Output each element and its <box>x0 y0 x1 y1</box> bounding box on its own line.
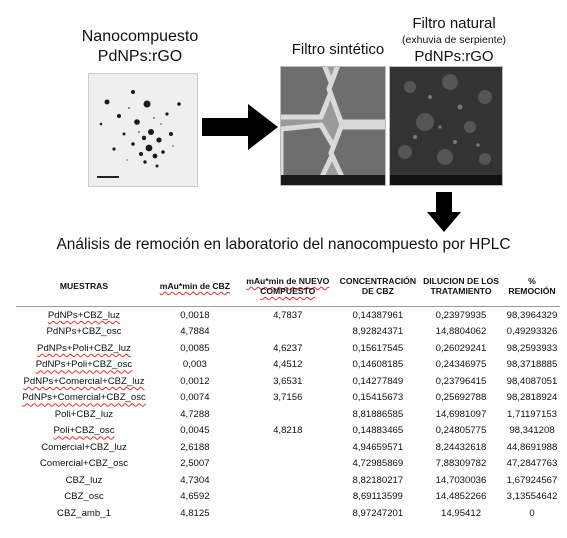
cell-conc-cbz: 4,72985869 <box>352 458 404 470</box>
cell-dilution: 14,95412 <box>441 507 482 519</box>
cell-sample: CBZ_luz <box>65 474 103 486</box>
arrow-down-icon <box>427 192 461 232</box>
natural-filter-caption-line1: Filtro natural <box>412 15 496 32</box>
table-row <box>16 505 560 522</box>
cell-mau-new: 4,7837 <box>273 309 303 321</box>
cell-removal: 0 <box>529 507 535 519</box>
section-title: Análisis de remoción en laboratorio del nanocompuesto por HPLC <box>56 236 511 253</box>
table-row <box>16 489 560 506</box>
nanocomposite-caption-line2: PdNPs:rGO <box>97 48 183 65</box>
nanocomposite-caption-line1: Nanocompuesto <box>81 28 199 45</box>
cell-removal: 47,2847763 <box>506 458 558 470</box>
cell-sample: Poli+CBZ_luz <box>54 408 114 420</box>
tem-particles <box>89 74 197 186</box>
cell-dilution: 0,23796415 <box>435 375 487 387</box>
cell-dilution: 14,6981097 <box>435 408 487 420</box>
cell-removal: 98,341208 <box>509 425 555 437</box>
cell-dilution: 8,24432618 <box>435 441 487 453</box>
natural-filter-image <box>389 66 503 186</box>
cell-mau-new: 4,8218 <box>273 425 303 437</box>
cell-sample: Comercial+CBZ_osc <box>39 458 129 470</box>
results-table <box>16 266 560 522</box>
cell-mau-cbz: 0,0074 <box>180 392 210 404</box>
cell-mau-cbz: 0,0012 <box>180 375 210 387</box>
cell-mau-new <box>238 456 338 473</box>
cell-conc-cbz: 0,15617545 <box>352 342 404 354</box>
cell-mau-new <box>238 406 338 423</box>
header-dilution: DILUCION DE LOS TRATAMIENTO <box>418 266 504 307</box>
table-row <box>16 390 560 407</box>
cell-removal: 1,71197153 <box>507 408 557 420</box>
cell-dilution: 7,88309782 <box>435 458 487 470</box>
cell-removal: 3,13554642 <box>506 491 558 503</box>
cell-mau-cbz: 0,0045 <box>180 425 210 437</box>
table-row <box>16 423 560 440</box>
cell-mau-new: 4,6237 <box>273 342 303 354</box>
cell-mau-new <box>238 324 338 341</box>
cell-mau-cbz: 4,7884 <box>180 326 210 338</box>
nanocomposite-caption <box>70 27 210 67</box>
cell-conc-cbz: 0,14608185 <box>352 359 404 371</box>
header-mau-new-compound <box>238 266 338 307</box>
cell-removal: 98,2818924 <box>506 392 558 404</box>
cell-removal: 98,3718885 <box>506 359 558 371</box>
table-row <box>16 472 560 489</box>
cell-mau-new <box>238 439 338 456</box>
cell-dilution: 0,24346975 <box>435 359 487 371</box>
cell-mau-new <box>238 489 338 506</box>
cell-sample <box>16 357 152 374</box>
natural-texture <box>390 67 502 185</box>
table-row <box>16 456 560 473</box>
cell-removal: 98,3964329 <box>506 309 558 321</box>
table-row <box>16 307 560 324</box>
cell-mau-cbz: 4,6592 <box>180 491 210 503</box>
header-mau-cbz-text: mAu*min de CBZ <box>159 281 230 291</box>
header-mau-cbz <box>152 266 238 307</box>
cell-conc-cbz: 8,81886585 <box>352 408 404 420</box>
cell-conc-cbz: 0,14277849 <box>352 375 404 387</box>
honeycomb-pattern <box>281 67 385 185</box>
cell-sample <box>16 390 152 407</box>
cell-dilution: 14,7030036 <box>435 474 487 486</box>
cell-mau-cbz: 2,5007 <box>180 458 210 470</box>
cell-removal: 98,2593933 <box>506 342 558 354</box>
cell-dilution: 14,4852266 <box>435 491 487 503</box>
cell-conc-cbz: 0,14387961 <box>352 309 404 321</box>
cell-sample <box>16 423 152 440</box>
cell-sample <box>16 373 152 390</box>
natural-filter-caption-line3: PdNPs:rGO <box>414 48 494 65</box>
table-header-row <box>16 266 560 307</box>
cell-dilution: 0,24805775 <box>435 425 487 437</box>
cell-dilution: 14,8804062 <box>435 326 487 338</box>
table-row <box>16 357 560 374</box>
cell-removal: 44,8691988 <box>506 441 558 453</box>
cell-mau-cbz: 0,003 <box>182 359 207 371</box>
table-row <box>16 340 560 357</box>
cell-mau-new <box>238 505 338 522</box>
natural-filter-caption-line2: (exhuvia de serpiente) <box>402 34 506 46</box>
synthetic-filter-image <box>280 66 386 186</box>
cell-conc-cbz: 8,69113599 <box>352 491 403 503</box>
cell-mau-cbz: 2,6188 <box>180 441 210 453</box>
cell-conc-cbz: 0,14883465 <box>352 425 404 437</box>
table-row <box>16 439 560 456</box>
cell-conc-cbz: 8,92824371 <box>352 326 404 338</box>
table-row <box>16 324 560 341</box>
sample-name: PdNPs+Comercial+CBZ_osc <box>22 392 146 404</box>
sample-name: PdNPs+Poli+CBZ_luz <box>37 342 131 354</box>
cell-mau-new: 3,6531 <box>273 375 303 387</box>
table-row <box>16 406 560 423</box>
cell-sample: CBZ_osc <box>64 491 104 503</box>
sample-name: PdNPs+Poli+CBZ_osc <box>35 359 133 371</box>
cell-sample: Comercial+CBZ_luz <box>41 441 127 453</box>
synthetic-filter-caption: Filtro sintético <box>291 41 385 58</box>
cell-removal: 1,67924567 <box>506 474 558 486</box>
cell-removal: 98,4087051 <box>506 375 558 387</box>
sample-name: Poli+CBZ_osc <box>53 425 115 437</box>
cell-removal: 0,49293326 <box>506 326 558 338</box>
cell-mau-new: 4,4512 <box>273 359 303 371</box>
cell-mau-cbz: 4,7304 <box>180 474 210 486</box>
cell-mau-new: 3,7156 <box>273 392 303 404</box>
cell-mau-cbz: 0,0018 <box>180 309 210 321</box>
cell-sample: CBZ_amb_1 <box>57 507 111 519</box>
cell-mau-cbz: 4,7288 <box>180 408 210 420</box>
arrow-right-icon <box>202 104 278 150</box>
tem-image <box>88 73 198 187</box>
cell-dilution: 0,23979935 <box>435 309 487 321</box>
cell-sample <box>16 340 152 357</box>
cell-mau-cbz: 0,0085 <box>180 342 210 354</box>
table-row <box>16 373 560 390</box>
cell-conc-cbz: 0,15415673 <box>352 392 404 404</box>
cell-conc-cbz: 8,82180217 <box>352 474 404 486</box>
cell-conc-cbz: 8,97247201 <box>352 507 404 519</box>
cell-mau-new <box>238 472 338 489</box>
header-cbz-concentration: CONCENTRACIÓN DE CBZ <box>338 266 418 307</box>
cell-conc-cbz: 4,94659571 <box>352 441 404 453</box>
header-removal: % REMOCIÓN <box>504 266 560 307</box>
cell-sample: PdNPs+CBZ_osc <box>46 326 122 338</box>
header-mau-new-compound-text: mAu*min de NUEVO COMPUESTO <box>246 276 330 296</box>
sample-name: PdNPs+Comercial+CBZ_luz <box>23 375 145 387</box>
natural-filter-caption <box>392 14 516 67</box>
cell-dilution: 0,25692788 <box>435 392 487 404</box>
cell-sample <box>16 307 152 324</box>
header-samples: MUESTRAS <box>16 266 152 307</box>
cell-dilution: 0,26029241 <box>435 342 487 354</box>
sample-name: PdNPs+CBZ_luz <box>47 309 121 321</box>
cell-mau-cbz: 4,8125 <box>180 507 210 519</box>
